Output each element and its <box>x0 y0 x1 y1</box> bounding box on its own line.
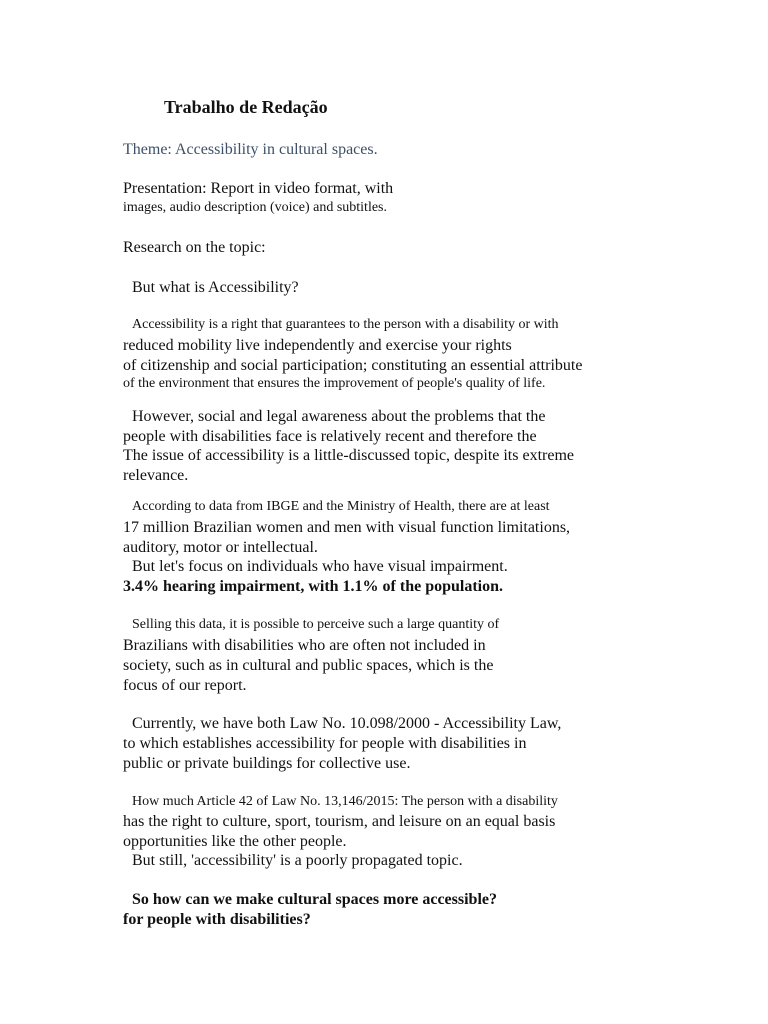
paragraph-3-bold-line: 3.4% hearing impairment, with 1.1% of the population. <box>123 578 504 595</box>
paragraph-6-line-1: How much Article 42 of Law No. 13,146/2015: The person with a disability <box>132 794 558 809</box>
closing-question-line-2: for people with disabilities? <box>123 911 311 928</box>
paragraph-5-line-2: to which establishes accessibility for people with disabilities in <box>123 735 527 752</box>
paragraph-3-line-2: 17 million Brazilian women and men with visual function limitations, <box>123 519 571 536</box>
closing-question-line-1: So how can we make cultural spaces more accessible? <box>132 891 497 908</box>
paragraph-1-line-3: of citizenship and social participation; constituting an essential attribute <box>123 357 583 374</box>
paragraph-5-line-1: Currently, we have both Law No. 10.098/2000 - Accessibility Law, <box>132 715 562 732</box>
research-heading: Research on the topic: <box>123 239 266 256</box>
theme-line: Theme: Accessibility in cultural spaces. <box>123 141 378 158</box>
paragraph-6-line-3: opportunities like the other people. <box>123 833 347 850</box>
paragraph-3-line-3: auditory, motor or intellectual. <box>123 539 318 556</box>
document-title: Trabalho de Redação <box>164 97 328 117</box>
paragraph-1-line-2: reduced mobility live independently and exercise your rights <box>123 337 512 354</box>
paragraph-4-line-3: society, such as in cultural and public spaces, which is the <box>123 657 494 674</box>
paragraph-6-line-2: has the right to culture, sport, tourism, and leisure on an equal basis <box>123 813 556 830</box>
paragraph-4-line-4: focus of our report. <box>123 677 247 694</box>
paragraph-2-line-2: people with disabilities face is relatively recent and therefore the <box>123 428 537 445</box>
paragraph-3-line-1: According to data from IBGE and the Ministry of Health, there are at least <box>132 499 550 514</box>
paragraph-3-line-4: But let's focus on individuals who have visual impairment. <box>132 558 508 575</box>
presentation-line-2: images, audio description (voice) and subtitles. <box>123 200 387 215</box>
question-heading: But what is Accessibility? <box>132 279 299 296</box>
paragraph-2-line-3: The issue of accessibility is a little-discussed topic, despite its extreme <box>123 447 574 464</box>
presentation-line-1: Presentation: Report in video format, with <box>123 180 394 197</box>
paragraph-5-line-3: public or private buildings for collective use. <box>123 755 411 772</box>
paragraph-6-line-4: But still, 'accessibility' is a poorly propagated topic. <box>132 852 463 869</box>
paragraph-4-line-1: Selling this data, it is possible to perceive such a large quantity of <box>132 617 500 632</box>
paragraph-1-line-1: Accessibility is a right that guarantees to the person with a disability or with <box>132 317 559 332</box>
paragraph-2-line-1: However, social and legal awareness about the problems that the <box>132 408 546 425</box>
paragraph-4-line-2: Brazilians with disabilities who are often not included in <box>123 637 486 654</box>
paragraph-1-line-4: of the environment that ensures the improvement of people's quality of life. <box>123 376 546 391</box>
paragraph-2-line-4: relevance. <box>123 467 189 484</box>
